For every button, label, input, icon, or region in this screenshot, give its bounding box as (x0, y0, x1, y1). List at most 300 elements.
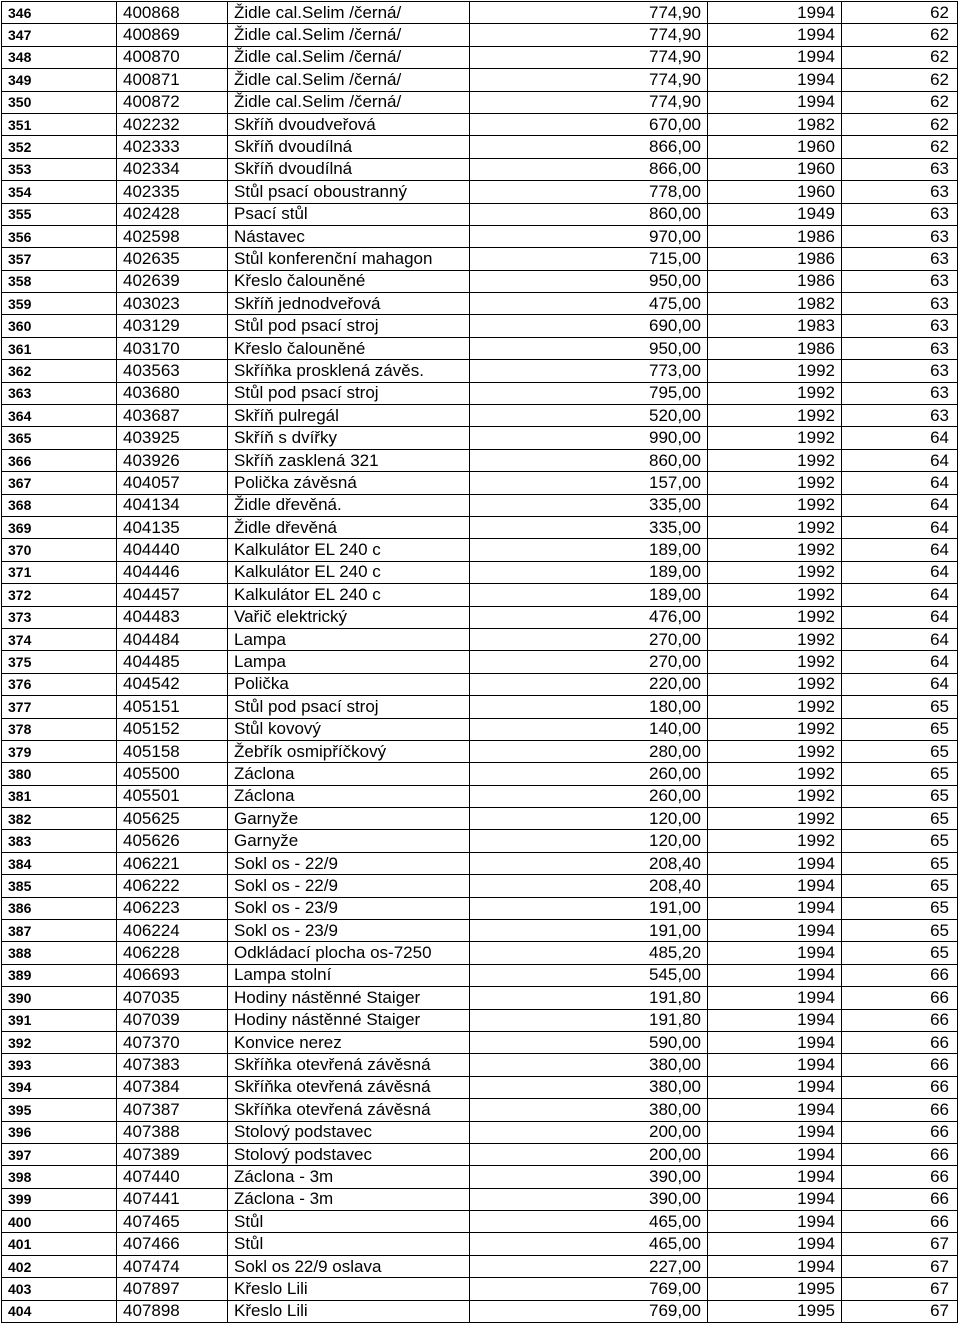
acquisition-year: 1992 (708, 808, 842, 830)
acquisition-year: 1994 (708, 1054, 842, 1076)
item-name: Záclona - 3m (228, 1188, 470, 1210)
page-number: 66 (842, 964, 958, 986)
item-price: 189,00 (470, 539, 708, 561)
item-name: Odkládací plocha os-7250 (228, 942, 470, 964)
acquisition-year: 1992 (708, 539, 842, 561)
table-row (2, 561, 958, 583)
item-name: Stůl konferenční mahagon (228, 248, 470, 270)
item-price: 200,00 (470, 1143, 708, 1165)
acquisition-year: 1995 (708, 1278, 842, 1300)
item-name: Hodiny nástěnné Staiger (228, 987, 470, 1009)
page-number: 65 (842, 696, 958, 718)
inventory-code: 407897 (117, 1278, 228, 1300)
inventory-code: 405151 (117, 696, 228, 718)
item-name: Vařič elektrický (228, 606, 470, 628)
table-row (2, 1255, 958, 1277)
page-number: 65 (842, 897, 958, 919)
table-row (2, 987, 958, 1009)
inventory-code: 407389 (117, 1143, 228, 1165)
item-name: Kalkulátor EL 240 c (228, 584, 470, 606)
row-number: 368 (2, 494, 117, 516)
table-row (2, 1188, 958, 1210)
row-number: 361 (2, 337, 117, 359)
inventory-code: 404484 (117, 628, 228, 650)
item-name: Lampa (228, 628, 470, 650)
acquisition-year: 1992 (708, 516, 842, 538)
inventory-code: 402639 (117, 270, 228, 292)
inventory-code: 402335 (117, 181, 228, 203)
acquisition-year: 1994 (708, 942, 842, 964)
item-name: Sokl os 22/9 oslava (228, 1255, 470, 1277)
page-number: 64 (842, 606, 958, 628)
table-row (2, 1009, 958, 1031)
acquisition-year: 1994 (708, 1099, 842, 1121)
page-number: 62 (842, 113, 958, 135)
inventory-code: 404457 (117, 584, 228, 606)
acquisition-year: 1992 (708, 606, 842, 628)
table-row (2, 315, 958, 337)
acquisition-year: 1994 (708, 1143, 842, 1165)
item-name: Židle dřevěná. (228, 494, 470, 516)
item-name: Židle dřevěná (228, 516, 470, 538)
row-number: 388 (2, 942, 117, 964)
inventory-code: 405152 (117, 718, 228, 740)
page-number: 63 (842, 270, 958, 292)
item-price: 140,00 (470, 718, 708, 740)
row-number: 358 (2, 270, 117, 292)
item-name: Skříň jednodveřová (228, 293, 470, 315)
inventory-code: 402598 (117, 225, 228, 247)
table-row (2, 718, 958, 740)
table-row (2, 360, 958, 382)
table-row (2, 91, 958, 113)
page-number: 66 (842, 1211, 958, 1233)
item-name: Stůl kovový (228, 718, 470, 740)
row-number: 353 (2, 158, 117, 180)
acquisition-year: 1960 (708, 181, 842, 203)
item-price: 475,00 (470, 293, 708, 315)
acquisition-year: 1983 (708, 315, 842, 337)
item-price: 120,00 (470, 808, 708, 830)
inventory-code: 407039 (117, 1009, 228, 1031)
row-number: 397 (2, 1143, 117, 1165)
item-name: Sokl os - 23/9 (228, 920, 470, 942)
row-number: 349 (2, 69, 117, 91)
acquisition-year: 1982 (708, 113, 842, 135)
row-number: 351 (2, 113, 117, 135)
page-number: 66 (842, 1031, 958, 1053)
item-price: 970,00 (470, 225, 708, 247)
table-row (2, 494, 958, 516)
table-row (2, 606, 958, 628)
item-name: Stůl (228, 1211, 470, 1233)
item-price: 380,00 (470, 1076, 708, 1098)
inventory-code: 402635 (117, 248, 228, 270)
item-name: Kalkulátor EL 240 c (228, 561, 470, 583)
page-number: 66 (842, 1121, 958, 1143)
table-row (2, 293, 958, 315)
item-name: Křeslo čalouněné (228, 270, 470, 292)
table-row (2, 696, 958, 718)
row-number: 391 (2, 1009, 117, 1031)
inventory-code: 403926 (117, 449, 228, 471)
acquisition-year: 1992 (708, 472, 842, 494)
inventory-code: 403129 (117, 315, 228, 337)
page-number: 63 (842, 405, 958, 427)
table-row (2, 225, 958, 247)
inventory-code: 405500 (117, 763, 228, 785)
acquisition-year: 1994 (708, 1009, 842, 1031)
acquisition-year: 1994 (708, 1233, 842, 1255)
item-name: Stůl pod psací stroj (228, 382, 470, 404)
acquisition-year: 1994 (708, 91, 842, 113)
item-name: Psací stůl (228, 203, 470, 225)
item-name: Stůl psací oboustranný (228, 181, 470, 203)
page-number: 65 (842, 942, 958, 964)
row-number: 396 (2, 1121, 117, 1143)
item-price: 950,00 (470, 337, 708, 359)
row-number: 404 (2, 1300, 117, 1322)
acquisition-year: 1982 (708, 293, 842, 315)
row-number: 402 (2, 1255, 117, 1277)
acquisition-year: 1994 (708, 24, 842, 46)
item-name: Skříň s dvířky (228, 427, 470, 449)
page-number: 67 (842, 1300, 958, 1322)
page-number: 65 (842, 920, 958, 942)
row-number: 378 (2, 718, 117, 740)
acquisition-year: 1994 (708, 875, 842, 897)
page-number: 65 (842, 875, 958, 897)
page-number: 63 (842, 360, 958, 382)
table-row (2, 1076, 958, 1098)
table-row (2, 69, 958, 91)
inventory-code: 400871 (117, 69, 228, 91)
item-name: Židle cal.Selim /černá/ (228, 69, 470, 91)
acquisition-year: 1992 (708, 360, 842, 382)
inventory-code: 403563 (117, 360, 228, 382)
page-number: 63 (842, 248, 958, 270)
item-price: 335,00 (470, 494, 708, 516)
row-number: 356 (2, 225, 117, 247)
acquisition-year: 1994 (708, 897, 842, 919)
item-price: 191,80 (470, 1009, 708, 1031)
item-price: 189,00 (470, 561, 708, 583)
inventory-code: 406228 (117, 942, 228, 964)
acquisition-year: 1986 (708, 270, 842, 292)
row-number: 398 (2, 1166, 117, 1188)
inventory-code: 407441 (117, 1188, 228, 1210)
item-name: Křeslo čalouněné (228, 337, 470, 359)
table-row (2, 1031, 958, 1053)
inventory-code: 407035 (117, 987, 228, 1009)
item-price: 774,90 (470, 69, 708, 91)
item-price: 990,00 (470, 427, 708, 449)
acquisition-year: 1992 (708, 494, 842, 516)
table-row (2, 24, 958, 46)
table-row (2, 1166, 958, 1188)
acquisition-year: 1992 (708, 651, 842, 673)
item-name: Skříňka otevřená závěsná (228, 1076, 470, 1098)
page-number: 63 (842, 181, 958, 203)
acquisition-year: 1992 (708, 740, 842, 762)
item-name: Stolový podstavec (228, 1143, 470, 1165)
page-number: 65 (842, 808, 958, 830)
inventory-code: 404483 (117, 606, 228, 628)
item-price: 380,00 (470, 1099, 708, 1121)
item-name: Skříňka prosklená závěs. (228, 360, 470, 382)
item-price: 220,00 (470, 673, 708, 695)
table-row (2, 785, 958, 807)
inventory-code: 400870 (117, 46, 228, 68)
item-price: 465,00 (470, 1233, 708, 1255)
item-price: 390,00 (470, 1188, 708, 1210)
item-name: Lampa stolní (228, 964, 470, 986)
table-row (2, 808, 958, 830)
item-price: 200,00 (470, 1121, 708, 1143)
inventory-code: 407383 (117, 1054, 228, 1076)
page-number: 67 (842, 1278, 958, 1300)
inventory-code: 402333 (117, 136, 228, 158)
inventory-code: 407440 (117, 1166, 228, 1188)
table-row (2, 584, 958, 606)
table-row (2, 405, 958, 427)
table-row (2, 1300, 958, 1322)
item-name: Záclona (228, 785, 470, 807)
inventory-code: 402428 (117, 203, 228, 225)
item-price: 120,00 (470, 830, 708, 852)
item-price: 795,00 (470, 382, 708, 404)
inventory-code: 407466 (117, 1233, 228, 1255)
inventory-code: 407898 (117, 1300, 228, 1322)
page-number: 64 (842, 673, 958, 695)
page-number: 62 (842, 91, 958, 113)
inventory-code: 405625 (117, 808, 228, 830)
acquisition-year: 1994 (708, 987, 842, 1009)
row-number: 403 (2, 1278, 117, 1300)
acquisition-year: 1992 (708, 449, 842, 471)
inventory-table (1, 1, 958, 1323)
item-price: 157,00 (470, 472, 708, 494)
row-number: 379 (2, 740, 117, 762)
table-row (2, 1143, 958, 1165)
item-price: 270,00 (470, 628, 708, 650)
table-row (2, 113, 958, 135)
item-price: 774,90 (470, 91, 708, 113)
acquisition-year: 1994 (708, 69, 842, 91)
acquisition-year: 1986 (708, 225, 842, 247)
item-price: 208,40 (470, 852, 708, 874)
table-row (2, 181, 958, 203)
page-number: 63 (842, 203, 958, 225)
table-row (2, 1099, 958, 1121)
table-row (2, 158, 958, 180)
item-price: 774,90 (470, 24, 708, 46)
row-number: 350 (2, 91, 117, 113)
row-number: 386 (2, 897, 117, 919)
page-number: 63 (842, 382, 958, 404)
item-price: 189,00 (470, 584, 708, 606)
row-number: 359 (2, 293, 117, 315)
item-price: 860,00 (470, 203, 708, 225)
item-price: 270,00 (470, 651, 708, 673)
item-price: 690,00 (470, 315, 708, 337)
inventory-code: 407388 (117, 1121, 228, 1143)
table-row (2, 964, 958, 986)
table-row (2, 942, 958, 964)
item-price: 191,80 (470, 987, 708, 1009)
item-name: Nástavec (228, 225, 470, 247)
item-price: 774,90 (470, 2, 708, 24)
table-row (2, 539, 958, 561)
item-name: Stůl pod psací stroj (228, 696, 470, 718)
table-row (2, 830, 958, 852)
page-number: 64 (842, 584, 958, 606)
table-row (2, 1278, 958, 1300)
table-row (2, 763, 958, 785)
item-name: Konvice nerez (228, 1031, 470, 1053)
inventory-code: 406221 (117, 852, 228, 874)
inventory-code: 404134 (117, 494, 228, 516)
item-name: Židle cal.Selim /černá/ (228, 91, 470, 113)
table-row (2, 1233, 958, 1255)
page-number: 62 (842, 46, 958, 68)
item-name: Křeslo Lili (228, 1278, 470, 1300)
row-number: 377 (2, 696, 117, 718)
inventory-code: 404542 (117, 673, 228, 695)
row-number: 376 (2, 673, 117, 695)
item-name: Polička (228, 673, 470, 695)
row-number: 372 (2, 584, 117, 606)
table-row (2, 897, 958, 919)
table-row (2, 516, 958, 538)
page-number: 63 (842, 225, 958, 247)
row-number: 395 (2, 1099, 117, 1121)
table-row (2, 1121, 958, 1143)
page-number: 63 (842, 158, 958, 180)
item-name: Polička závěsná (228, 472, 470, 494)
inventory-code: 404135 (117, 516, 228, 538)
table-row (2, 472, 958, 494)
inventory-code: 407384 (117, 1076, 228, 1098)
item-price: 715,00 (470, 248, 708, 270)
acquisition-year: 1949 (708, 203, 842, 225)
item-name: Sokl os - 22/9 (228, 852, 470, 874)
row-number: 348 (2, 46, 117, 68)
item-price: 866,00 (470, 158, 708, 180)
row-number: 362 (2, 360, 117, 382)
page-number: 66 (842, 1076, 958, 1098)
row-number: 389 (2, 964, 117, 986)
table-row (2, 2, 958, 24)
page-number: 66 (842, 1099, 958, 1121)
row-number: 400 (2, 1211, 117, 1233)
acquisition-year: 1994 (708, 964, 842, 986)
inventory-code: 403925 (117, 427, 228, 449)
acquisition-year: 1992 (708, 427, 842, 449)
item-price: 191,00 (470, 920, 708, 942)
acquisition-year: 1994 (708, 1121, 842, 1143)
inventory-code: 406224 (117, 920, 228, 942)
acquisition-year: 1994 (708, 1188, 842, 1210)
inventory-code: 407474 (117, 1255, 228, 1277)
row-number: 364 (2, 405, 117, 427)
inventory-code: 403680 (117, 382, 228, 404)
item-name: Křeslo Lili (228, 1300, 470, 1322)
page-number: 64 (842, 516, 958, 538)
page-number: 65 (842, 785, 958, 807)
row-number: 393 (2, 1054, 117, 1076)
item-price: 774,90 (470, 46, 708, 68)
page-number: 64 (842, 427, 958, 449)
row-number: 370 (2, 539, 117, 561)
table-row (2, 427, 958, 449)
item-price: 476,00 (470, 606, 708, 628)
inventory-code: 406222 (117, 875, 228, 897)
inventory-code: 400868 (117, 2, 228, 24)
row-number: 357 (2, 248, 117, 270)
page-number: 65 (842, 852, 958, 874)
page-number: 66 (842, 1143, 958, 1165)
row-number: 401 (2, 1233, 117, 1255)
item-name: Sokl os - 23/9 (228, 897, 470, 919)
item-name: Hodiny nástěnné Staiger (228, 1009, 470, 1031)
table-row (2, 628, 958, 650)
table-row (2, 449, 958, 471)
inventory-code: 406693 (117, 964, 228, 986)
row-number: 399 (2, 1188, 117, 1210)
item-price: 280,00 (470, 740, 708, 762)
page-number: 64 (842, 539, 958, 561)
row-number: 347 (2, 24, 117, 46)
item-name: Lampa (228, 651, 470, 673)
acquisition-year: 1960 (708, 136, 842, 158)
table-row (2, 673, 958, 695)
row-number: 390 (2, 987, 117, 1009)
table-row (2, 248, 958, 270)
page-number: 65 (842, 830, 958, 852)
row-number: 375 (2, 651, 117, 673)
table-row (2, 136, 958, 158)
item-name: Židle cal.Selim /černá/ (228, 46, 470, 68)
row-number: 387 (2, 920, 117, 942)
page-number: 64 (842, 472, 958, 494)
inventory-code: 406223 (117, 897, 228, 919)
row-number: 381 (2, 785, 117, 807)
row-number: 346 (2, 2, 117, 24)
page-number: 67 (842, 1233, 958, 1255)
item-price: 191,00 (470, 897, 708, 919)
inventory-code: 400869 (117, 24, 228, 46)
item-price: 520,00 (470, 405, 708, 427)
row-number: 363 (2, 382, 117, 404)
inventory-code: 404446 (117, 561, 228, 583)
row-number: 380 (2, 763, 117, 785)
table-row (2, 740, 958, 762)
row-number: 371 (2, 561, 117, 583)
item-name: Garnyže (228, 808, 470, 830)
item-price: 260,00 (470, 763, 708, 785)
item-name: Skříňka otevřená závěsná (228, 1099, 470, 1121)
item-price: 545,00 (470, 964, 708, 986)
item-price: 227,00 (470, 1255, 708, 1277)
page-number: 66 (842, 1009, 958, 1031)
inventory-code: 400872 (117, 91, 228, 113)
row-number: 355 (2, 203, 117, 225)
item-name: Stolový podstavec (228, 1121, 470, 1143)
table-row (2, 46, 958, 68)
item-name: Skříň dvoudveřová (228, 113, 470, 135)
page-number: 62 (842, 24, 958, 46)
